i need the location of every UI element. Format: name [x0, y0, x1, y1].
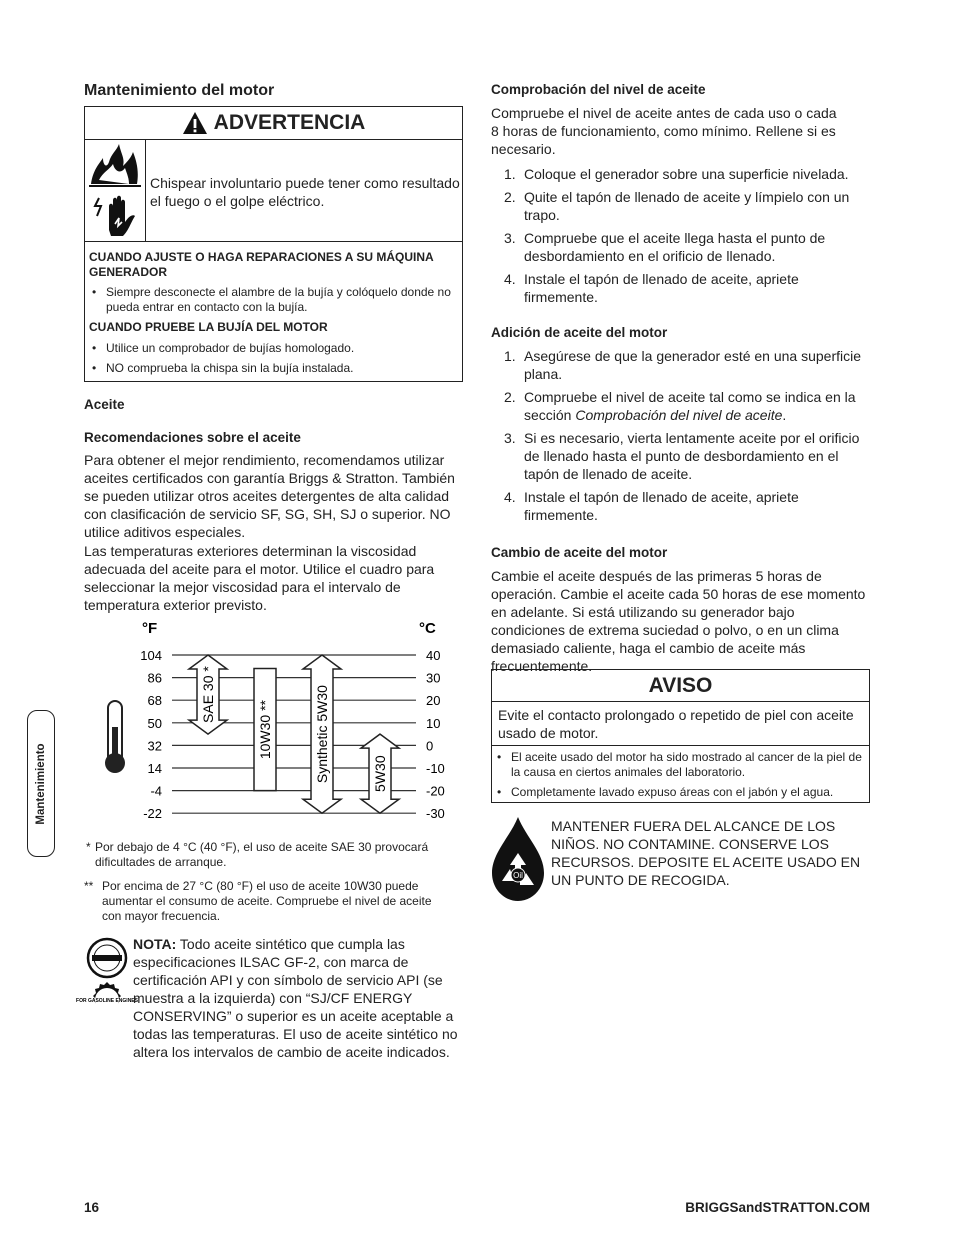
celsius-unit: °C	[419, 620, 436, 637]
f-tick-label: 104	[140, 648, 162, 663]
check-steps	[491, 165, 861, 311]
f-tick-label: 32	[147, 738, 162, 754]
step-item: 1. Asegúrese de que la generador esté en una superficie plana.	[504, 348, 862, 382]
viscosity-bar-label: 10W30 **	[257, 700, 273, 760]
fahrenheit-unit: °F	[142, 620, 158, 637]
step-number: 1.	[504, 166, 516, 182]
nota-paragraph	[133, 935, 458, 1061]
footer-site[interactable]: BRIGGSandSTRATTON.COM	[685, 1200, 870, 1215]
nota-text: Todo aceite sintético que cumpla las especificaciones ILSAC GF-2, con marca de certificación API y con símbolo de servicio API (se muestra a la izquierda) con “SJ/CF ENERGY CONSERVING” o superior es un aceite aceptable a todas las temperaturas. El uso de aceite sintético no altera los intervalos de cambio de aceite indicados.	[133, 936, 458, 1060]
step-item	[491, 188, 861, 224]
step-text: Instale el tapón de llenado de aceite, apriete firmemente.	[524, 271, 799, 305]
section-title: Mantenimiento del motor	[84, 82, 275, 99]
footnote-marker: *	[86, 840, 91, 854]
page-number: 16	[84, 1200, 100, 1215]
warning-heading-spark: CUANDO PRUEBE LA BUJÍA DEL MOTOR	[89, 320, 328, 334]
step-item: 2. Compruebe el nivel de aceite tal como se indica en la sección Comprobación del nivel de aceite.	[504, 389, 856, 423]
fire-shock-icon	[85, 140, 145, 241]
f-tick-label: -22	[143, 806, 162, 822]
warning-body: Chispear involuntario puede tener como resultado el fuego o el golpe eléctrico.	[150, 175, 460, 209]
c-tick-label: -10	[426, 761, 445, 776]
aviso-bullet: • Completamente lavado expuso áreas con el jabón y el agua.	[497, 785, 865, 800]
side-tab-label: Mantenimiento	[35, 742, 47, 825]
side-tab[interactable]	[27, 710, 55, 857]
step-item: 4. Instale el tapón de llenado de aceite, apriete firmemente.	[504, 489, 799, 523]
step-number: 3.	[504, 230, 516, 246]
nota-label: NOTA:	[133, 936, 177, 952]
step-item	[491, 165, 861, 183]
viscosity-bar-label: 5W30	[372, 755, 388, 792]
f-tick-label: 14	[147, 761, 162, 776]
add-oil-heading: Adición de aceite del motor	[491, 325, 668, 340]
c-tick-label: 20	[426, 693, 441, 709]
api-seals-icon	[76, 938, 138, 1022]
warning-title: ADVERTENCIA	[213, 111, 366, 134]
check-paragraph: Compruebe el nivel de aceite antes de cada uso o cada 8 horas de funcionamiento, como mínimo. Rellene si es necesario.	[491, 105, 837, 157]
step-item	[491, 270, 861, 306]
warning-triangle-icon	[182, 111, 208, 135]
check-heading: Comprobación del nivel de aceite	[491, 82, 706, 97]
svg-text:Oil: Oil	[513, 871, 523, 880]
aviso-box	[491, 669, 870, 803]
footnote-2: Por encima de 27 °C (80 °F) el uso de aceite 10W30 puede aumentar el consumo de aceite. Compruebe el nivel de aceite con mayor frecuencia.	[102, 879, 432, 923]
c-tick-label: -20	[426, 783, 445, 799]
f-tick-label: 86	[147, 670, 162, 686]
step-number: 4.	[504, 271, 516, 287]
oil-drop-recycle-icon	[490, 815, 546, 905]
svg-text:FOR GASOLINE ENGINES: FOR GASOLINE ENGINES	[76, 998, 138, 1004]
step-item	[491, 229, 861, 265]
warning-heading-repair: CUANDO AJUSTE O HAGA REPARACIONES A SU MÁQUINA GENERADOR	[89, 250, 434, 279]
viscosity-chart	[84, 615, 454, 830]
warning-bullet: • Siempre desconecte el alambre de la bujía y colóquelo donde no pueda entrar en contacto con la bujía.	[92, 285, 458, 315]
change-oil-paragraph: Cambie el aceite después de las primeras 5 horas de operación. Cambie el aceite cada 50 horas de ese momento en adelante. Si está utilizando su generador bajo condiciones de extrema suciedad o polvo, o en un clima demasiado caliente, haga el cambio de aceite más frecuentemente.	[491, 568, 866, 674]
warning-header	[85, 107, 462, 140]
aviso-header: AVISO	[492, 670, 869, 702]
warning-bullet: • NO comprueba la chispa sin la bujía instalada.	[92, 361, 458, 376]
change-oil-heading: Cambio de aceite del motor	[491, 545, 668, 560]
warning-bullet: • Utilice un comprobador de bujías homologado.	[92, 341, 458, 356]
thermometer-icon	[105, 701, 125, 773]
hazard-icons	[85, 140, 146, 241]
oil-heading: Aceite	[84, 397, 125, 412]
aviso-body: Evite el contacto prolongado o repetido de piel con aceite usado de motor.	[492, 702, 869, 746]
step-number: 2.	[504, 189, 516, 205]
footnote-marker: **	[84, 879, 94, 893]
viscosity-bar-label: Synthetic 5W30	[314, 685, 330, 784]
c-tick-label: 0	[426, 738, 434, 754]
warning-top-row	[85, 140, 462, 242]
f-tick-label: -4	[150, 783, 162, 799]
c-tick-label: 30	[426, 670, 441, 686]
viscosity-bar-label: SAE 30 *	[200, 666, 216, 723]
step-item: 3. Si es necesario, vierta lentamente aceite por el orificio de llenado hasta el punto de desbordamiento en el tapón de llenado de aceite.	[504, 430, 860, 482]
recommendations-paragraph: Para obtener el mejor rendimiento, recomendamos utilizar aceites certificados con garantía Briggs & Stratton. También se pueden utilizar otros aceites detergentes de alta calidad con clasificación de servicio SF, SG, SH, SJ o superior. NO utilice aditivos especiales.	[84, 452, 455, 540]
c-tick-label: 40	[426, 648, 441, 663]
step-text: Coloque el generador sobre una superficie nivelada.	[524, 166, 849, 182]
recommendations-heading: Recomendaciones sobre el aceite	[84, 430, 301, 445]
add-oil-steps	[491, 347, 861, 529]
c-tick-label: 10	[426, 715, 441, 731]
c-tick-label: -30	[426, 806, 445, 822]
step-text: Quite el tapón de llenado de aceite y límpielo con un trapo.	[524, 189, 850, 223]
recycle-text: MANTENER FUERA DEL ALCANCE DE LOS NIÑOS. NO CONTAMINE. CONSERVE LOS RECURSOS. DEPOSITE EL ACEITE USADO EN UN PUNTO DE RECOGIDA.	[551, 818, 861, 888]
f-tick-label: 68	[147, 693, 162, 709]
temperature-paragraph: Las temperaturas exteriores determinan la viscosidad adecuada del aceite para el motor. Utilice el cuadro para seleccionar la mejor viscosidad para el intervalo de temperatura exterior previsto.	[84, 543, 435, 613]
cross-reference: Comprobación del nivel de aceite	[575, 407, 783, 423]
f-tick-label: 50	[147, 715, 162, 731]
aviso-bullet: • El aceite usado del motor ha sido mostrado al cancer de la piel de la causa en ciertos animales del laboratorio.	[497, 750, 865, 780]
step-text: Compruebe que el aceite llega hasta el punto de desbordamiento en el orificio de llenado.	[524, 230, 826, 264]
warning-box	[84, 106, 463, 382]
footnote-1: Por debajo de 4 °C (40 °F), el uso de aceite SAE 30 provocará dificultades de arranque.	[95, 840, 429, 869]
